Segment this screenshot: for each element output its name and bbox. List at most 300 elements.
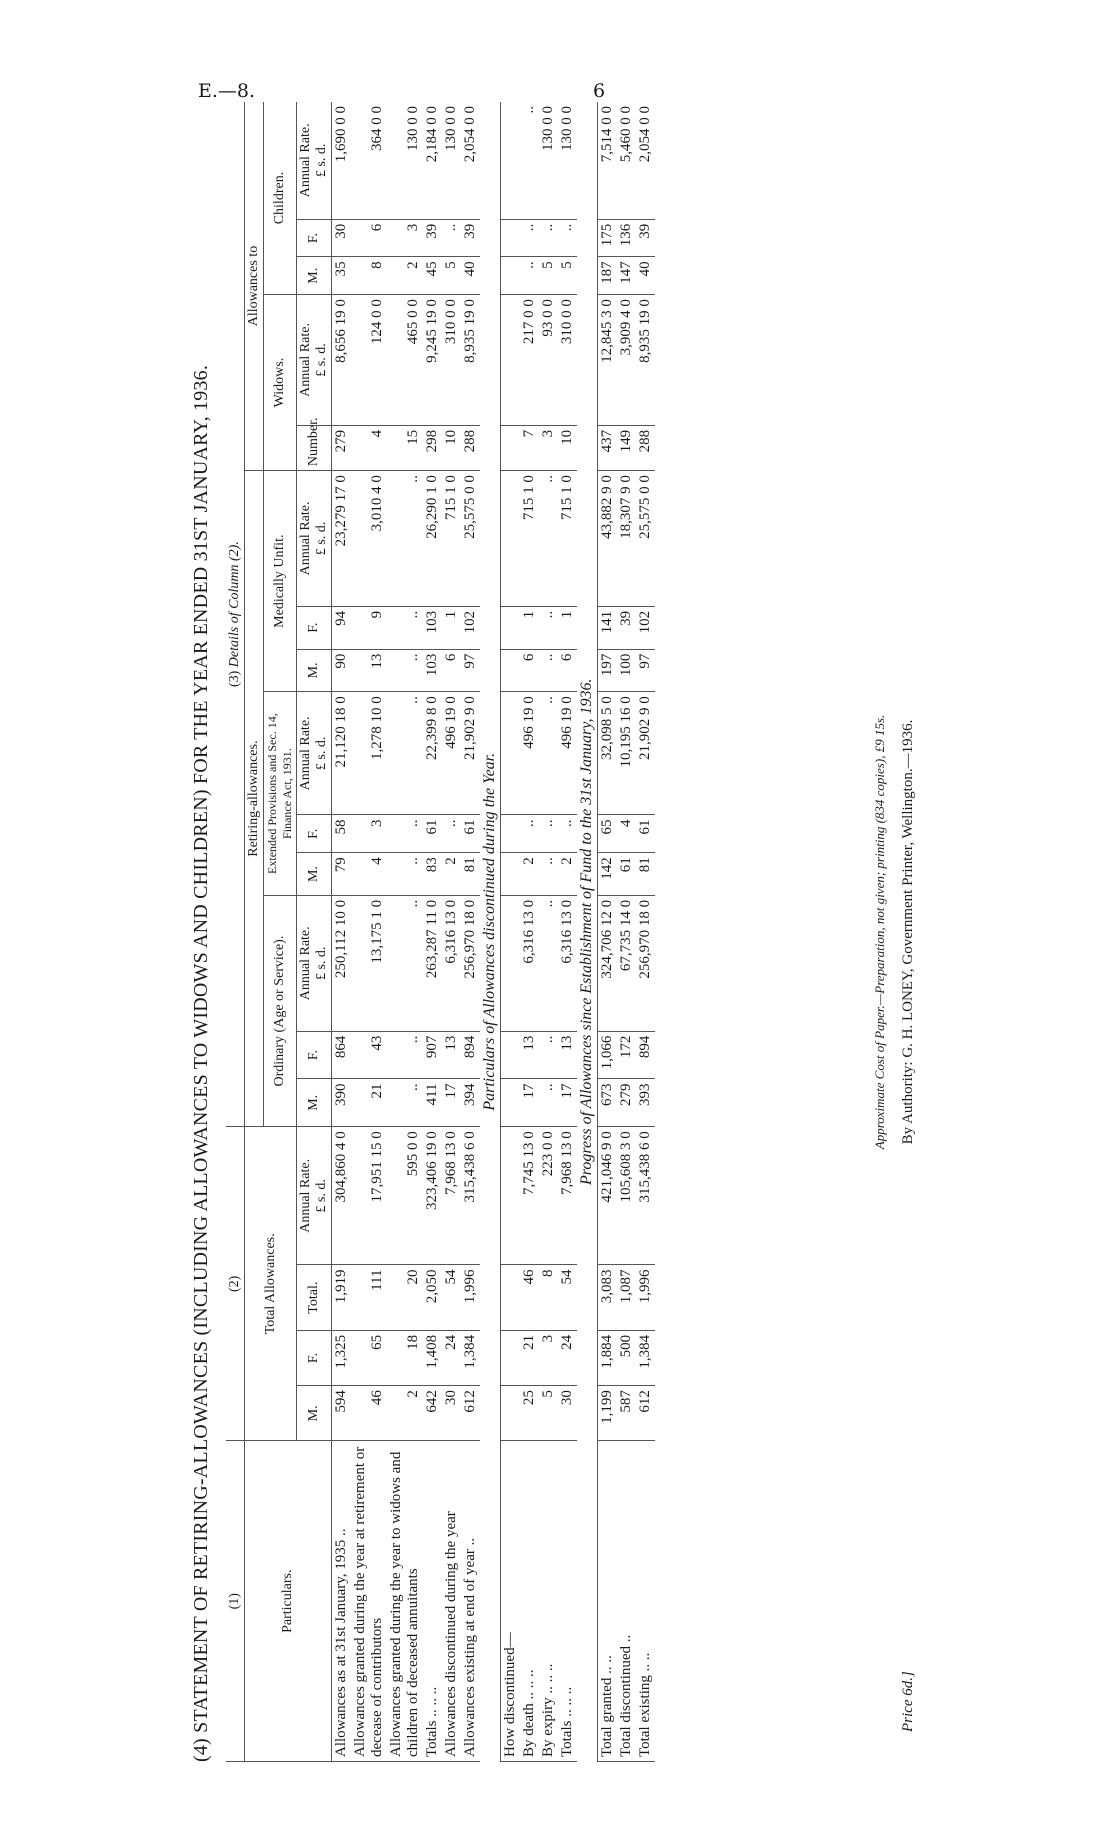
table-cell: 23,279 17 0 (332, 471, 352, 607)
table-cell: 149 (617, 425, 636, 470)
table-cell: 15 (387, 425, 423, 470)
table-cell: 324,706 12 0 (598, 895, 618, 1031)
table-cell: 9,245 19 0 (423, 295, 442, 426)
table-cell: 715 1 0 (520, 471, 539, 607)
table-cell: 187 (598, 257, 618, 295)
table-cell: 7,968 13 0 (558, 1127, 577, 1265)
row-particulars: Total granted .. .. (598, 1441, 618, 1762)
table-cell: 256,970 18 0 (636, 895, 655, 1031)
table-row (558, 102, 577, 1762)
table-cell: 102 (636, 606, 655, 649)
particulars-head: Particulars. (245, 1441, 332, 1762)
table-cell: 13 (442, 1031, 461, 1079)
table-cell: 6,316 13 0 (558, 895, 577, 1031)
table-cell (501, 649, 521, 692)
table-row (423, 102, 442, 1762)
table-cell: 612 (636, 1386, 655, 1441)
f-head: F. (297, 1330, 332, 1385)
table-cell: 20 (387, 1265, 423, 1330)
table-cell: .. (539, 895, 558, 1031)
table-cell: .. (387, 649, 423, 692)
table-cell: 594 (332, 1386, 352, 1441)
table-cell: 175 (598, 219, 618, 257)
table-cell: 3 (387, 219, 423, 257)
table-cell: 5 (442, 257, 461, 295)
table-cell: 97 (461, 649, 480, 692)
table-cell: 197 (598, 649, 618, 692)
table-cell: .. (539, 1031, 558, 1079)
table-cell: 1,384 (461, 1330, 480, 1385)
table-cell: 288 (461, 425, 480, 470)
table-cell: 130 0 0 (387, 102, 423, 219)
table-cell: 421,046 9 0 (598, 1127, 618, 1265)
table-cell: 1,087 (617, 1265, 636, 1330)
table-cell: 3,010 4 0 (351, 471, 387, 607)
table-cell: 595 0 0 (387, 1127, 423, 1265)
table-cell: 81 (461, 853, 480, 896)
annual-rate-head: Annual Rate. £ s. d. (297, 295, 332, 426)
table-row (539, 102, 558, 1762)
table-cell: 130 0 0 (442, 102, 461, 219)
row-particulars: Allowances granted during the year at retirement or decease of contributors (351, 1441, 387, 1762)
table-cell: 1 (558, 606, 577, 649)
table-cell: .. (539, 1079, 558, 1127)
table-cell: 10 (442, 425, 461, 470)
table-cell: 40 (461, 257, 480, 295)
table-cell: 10 (558, 425, 577, 470)
authority-note: By Authority: G. H. LONEY, Government Printer, Wellington.—1936. (900, 719, 916, 1145)
table-cell: 35 (332, 257, 352, 295)
table-cell: 2,050 (423, 1265, 442, 1330)
table-cell: .. (539, 471, 558, 607)
table-cell: .. (387, 471, 423, 607)
table-cell: 715 1 0 (442, 471, 461, 607)
table-cell (501, 471, 521, 607)
annual-rate-head: Annual Rate. £ s. d. (297, 1127, 332, 1265)
table-cell: 43,882 9 0 (598, 471, 618, 607)
table-cell: 7 (520, 425, 539, 470)
table-cell: 6 (520, 649, 539, 692)
annual-rate-head: Annual Rate. £ s. d. (297, 102, 332, 219)
table-cell: .. (520, 102, 539, 219)
m-head: M. (297, 257, 332, 295)
table-cell: 40 (636, 257, 655, 295)
extended-head: Extended Provisions and Sec. 14, Finance Act, 1931. (264, 692, 297, 896)
table-cell: 30 (558, 1386, 577, 1441)
table-cell: 102 (461, 606, 480, 649)
table-cell: 642 (423, 1386, 442, 1441)
table-cell: 2 (520, 853, 539, 896)
table-cell: .. (558, 219, 577, 257)
cost-note: Approximate Cost of Paper.—Preparation, not given; printing (834 copies), £9 15s. (872, 714, 887, 1150)
section-discontinued-title: Particulars of Allowances discontinued during the Year. (481, 752, 498, 1111)
table-cell: 17,951 15 0 (351, 1127, 387, 1265)
table-cell (501, 295, 521, 426)
table-cell: 103 (423, 649, 442, 692)
table-cell: 288 (636, 425, 655, 470)
row-particulars: Allowances granted during the year to widows and children of deceased annuitants (387, 1441, 423, 1762)
table-cell: 6,316 13 0 (520, 895, 539, 1031)
table-cell: 54 (442, 1265, 461, 1330)
table-cell: 13 (520, 1031, 539, 1079)
table-cell: .. (539, 649, 558, 692)
page-ref: E.—8. (198, 80, 256, 102)
table-cell: 3,909 4 0 (617, 295, 636, 426)
table-cell (501, 1386, 521, 1441)
table-cell: .. (520, 257, 539, 295)
f-head: F. (297, 219, 332, 257)
table-cell: 3 (351, 815, 387, 853)
table-cell: 142 (598, 853, 618, 896)
table-cell: 46 (351, 1386, 387, 1441)
table-cell: 30 (332, 219, 352, 257)
table-cell: 250,112 10 0 (332, 895, 352, 1031)
table-cell: 4 (351, 425, 387, 470)
table-cell: 7,514 0 0 (598, 102, 618, 219)
table-cell: 103 (423, 606, 442, 649)
widows-head: Widows. (264, 295, 297, 471)
table-cell: 61 (423, 815, 442, 853)
table-cell: 7,745 13 0 (520, 1127, 539, 1265)
table-cell: 13 (351, 649, 387, 692)
table-cell: 10,195 16 0 (617, 692, 636, 815)
table-cell: .. (539, 692, 558, 815)
table-cell: 500 (617, 1330, 636, 1385)
table-cell: 67,735 14 0 (617, 895, 636, 1031)
table-cell: 298 (423, 425, 442, 470)
table-cell: 263,287 11 0 (423, 895, 442, 1031)
table-row (461, 102, 480, 1762)
statement-title: (4) STATEMENT OF RETIRING-ALLOWANCES (INCLUDING ALLOWANCES TO WIDOWS AND CHILDREN) FOR THE YEAR ENDED 31ST JANUARY, 1936. (190, 364, 212, 1762)
table-cell: 1,919 (332, 1265, 352, 1330)
table-cell: 2 (387, 1386, 423, 1441)
table-cell: 894 (636, 1031, 655, 1079)
row-particulars: Totals .. .. .. (558, 1441, 577, 1762)
table-cell: 65 (351, 1330, 387, 1385)
table-cell: 6,316 13 0 (442, 895, 461, 1031)
annual-rate-head: Annual Rate. £ s. d. (297, 471, 332, 607)
table-cell: 390 (332, 1079, 352, 1127)
table-cell: 13,175 1 0 (351, 895, 387, 1031)
table-cell: 8,935 19 0 (636, 295, 655, 426)
table-cell: 61 (636, 815, 655, 853)
table-cell: 304,860 4 0 (332, 1127, 352, 1265)
table-cell: 411 (423, 1079, 442, 1127)
table-cell: 6 (351, 219, 387, 257)
table-cell: 315,438 6 0 (461, 1127, 480, 1265)
table-cell: 364 0 0 (351, 102, 387, 219)
table-cell: .. (387, 606, 423, 649)
row-particulars: How discontinued— (501, 1441, 521, 1762)
table-cell: 136 (617, 219, 636, 257)
table-row (351, 102, 387, 1762)
rotated-page (188, 102, 948, 1762)
table-cell: 8 (539, 1265, 558, 1330)
table-cell: .. (442, 815, 461, 853)
total-head: Total. (297, 1265, 332, 1330)
row-particulars: By death .. .. .. (520, 1441, 539, 1762)
table-row (617, 102, 636, 1762)
table-cell: 54 (558, 1265, 577, 1330)
table-cell: .. (387, 815, 423, 853)
table-cell: 715 1 0 (558, 471, 577, 607)
number-head: Number. (297, 425, 332, 470)
table-cell (501, 1330, 521, 1385)
table-cell: 93 0 0 (539, 295, 558, 426)
table-cell: .. (539, 815, 558, 853)
annual-rate-head: Annual Rate. £ s. d. (297, 692, 332, 815)
table-cell: 21,120 18 0 (332, 692, 352, 815)
retiring-head: Retiring-allowances. (245, 471, 264, 1127)
table-cell: 45 (423, 257, 442, 295)
table-cell: 393 (636, 1079, 655, 1127)
table-cell: 12,845 3 0 (598, 295, 618, 426)
table-cell: 39 (617, 606, 636, 649)
table-cell: 5 (558, 257, 577, 295)
table-cell: 111 (351, 1265, 387, 1330)
table-cell: 1 (442, 606, 461, 649)
table-cell: 39 (461, 219, 480, 257)
row-particulars: Total discontinued .. (617, 1441, 636, 1762)
table-cell: 907 (423, 1031, 442, 1079)
table-cell: 496 19 0 (520, 692, 539, 815)
row-particulars: Totals .. .. .. (423, 1441, 442, 1762)
table-cell: 147 (617, 257, 636, 295)
table-cell: .. (387, 1079, 423, 1127)
table-cell: 25,575 0 0 (636, 471, 655, 607)
table-row (332, 102, 352, 1762)
table-cell: 394 (461, 1079, 480, 1127)
table-cell: 94 (332, 606, 352, 649)
medically-head: Medically Unfit. (264, 471, 297, 692)
table-row (442, 102, 461, 1762)
table-cell: 124 0 0 (351, 295, 387, 426)
table-cell (501, 1127, 521, 1265)
table-cell: 24 (558, 1330, 577, 1385)
table-cell: 6 (442, 649, 461, 692)
table-cell: 22,399 8 0 (423, 692, 442, 815)
table-cell (501, 1265, 521, 1330)
table-cell: 8,935 19 0 (461, 295, 480, 426)
table-cell (501, 853, 521, 896)
statement-table (226, 102, 655, 1762)
row-particulars: By expiry .. .. .. (539, 1441, 558, 1762)
table-cell: 58 (332, 815, 352, 853)
page-number: 6 (593, 80, 606, 102)
table-cell (501, 102, 521, 219)
table-cell: 141 (598, 606, 618, 649)
table-cell: 8,656 19 0 (332, 295, 352, 426)
table-cell: 2,054 0 0 (461, 102, 480, 219)
table-cell: 90 (332, 649, 352, 692)
table-cell (501, 606, 521, 649)
table-cell: 5 (539, 1386, 558, 1441)
table-cell: 673 (598, 1079, 618, 1127)
f-head: F. (297, 815, 332, 853)
table-cell: 3,083 (598, 1265, 618, 1330)
children-head: Children. (264, 102, 297, 295)
table-cell: 130 0 0 (558, 102, 577, 219)
table-cell: 21 (520, 1330, 539, 1385)
table-cell: .. (520, 815, 539, 853)
table-cell: 223 0 0 (539, 1127, 558, 1265)
table-cell: 3 (539, 425, 558, 470)
table-cell: 1,278 10 0 (351, 692, 387, 815)
table-row (501, 102, 521, 1762)
m-head: M. (297, 649, 332, 692)
table-cell: 1,384 (636, 1330, 655, 1385)
table-cell: 17 (442, 1079, 461, 1127)
table-cell: 21,902 9 0 (461, 692, 480, 815)
table-cell: 13 (558, 1031, 577, 1079)
table-cell: 612 (461, 1386, 480, 1441)
f-head: F. (297, 606, 332, 649)
table-cell: 2 (387, 257, 423, 295)
table-cell: 17 (520, 1079, 539, 1127)
row-particulars: Allowances discontinued during the year (442, 1441, 461, 1762)
table-cell: .. (442, 219, 461, 257)
table-cell: 21 (351, 1079, 387, 1127)
table-cell: 79 (332, 853, 352, 896)
table-cell: 894 (461, 1031, 480, 1079)
table-cell: 2,184 0 0 (423, 102, 442, 219)
table-cell (501, 257, 521, 295)
table-row (520, 102, 539, 1762)
table-cell: 315,438 6 0 (636, 1127, 655, 1265)
table-cell: 7,968 13 0 (442, 1127, 461, 1265)
table-cell: 9 (351, 606, 387, 649)
table-row (636, 102, 655, 1762)
table-cell: 217 0 0 (520, 295, 539, 426)
table-row (387, 102, 423, 1762)
table-cell: 496 19 0 (558, 692, 577, 815)
table-cell: 1,408 (423, 1330, 442, 1385)
f-head: F. (297, 1031, 332, 1079)
table-cell (501, 692, 521, 815)
table-cell: 25 (520, 1386, 539, 1441)
table-cell: .. (387, 692, 423, 815)
table-cell: .. (539, 606, 558, 649)
table-cell: 130 0 0 (539, 102, 558, 219)
col-1-head: (1) (226, 1441, 245, 1762)
table-cell: 39 (636, 219, 655, 257)
table-cell: 18 (387, 1330, 423, 1385)
table-cell: .. (539, 219, 558, 257)
table-cell (501, 1031, 521, 1079)
col-3-head: (3) Details of Column (2). (226, 102, 245, 1127)
table-cell: 21,902 9 0 (636, 692, 655, 815)
table-cell: .. (539, 853, 558, 896)
m-head: M. (297, 1079, 332, 1127)
table-cell: 1,690 0 0 (332, 102, 352, 219)
table-cell: 2,054 0 0 (636, 102, 655, 219)
table-cell: 2 (442, 853, 461, 896)
section-progress-title: Progress of Allowances since Establishment of Fund to the 31st January, 1936. (578, 678, 595, 1185)
price-note: Price 6d.] (900, 1671, 916, 1732)
table-cell: 310 0 0 (442, 295, 461, 426)
table-cell (501, 1079, 521, 1127)
table-cell: 2 (558, 853, 577, 896)
table-cell: 587 (617, 1386, 636, 1441)
m-head: M. (297, 1386, 332, 1441)
table-cell: 65 (598, 815, 618, 853)
table-cell: 1 (520, 606, 539, 649)
table-cell: .. (520, 219, 539, 257)
table-cell: 100 (617, 649, 636, 692)
table-cell: 30 (442, 1386, 461, 1441)
table-cell: 310 0 0 (558, 295, 577, 426)
table-cell: 1,066 (598, 1031, 618, 1079)
table-cell: 24 (442, 1330, 461, 1385)
table-cell: 18,307 9 0 (617, 471, 636, 607)
table-cell (501, 815, 521, 853)
table-row (598, 102, 618, 1762)
table-cell (501, 425, 521, 470)
table-cell: 6 (558, 649, 577, 692)
table-cell (501, 219, 521, 257)
table-cell: 4 (351, 853, 387, 896)
table-cell: 5,460 0 0 (617, 102, 636, 219)
row-particulars: Allowances as at 31st January, 1935 .. (332, 1441, 352, 1762)
table-cell: 172 (617, 1031, 636, 1079)
table-cell: 1,996 (636, 1265, 655, 1330)
table-cell (501, 895, 521, 1031)
table-cell: 8 (351, 257, 387, 295)
total-allowances-head: Total Allowances. (245, 1127, 297, 1441)
table-cell: 1,325 (332, 1330, 352, 1385)
col-2-head: (2) (226, 1127, 245, 1441)
table-cell: 864 (332, 1031, 352, 1079)
table-cell: 17 (558, 1079, 577, 1127)
m-head: M. (297, 853, 332, 896)
table-cell: 323,406 19 0 (423, 1127, 442, 1265)
table-cell: 61 (461, 815, 480, 853)
table-cell: 496 19 0 (442, 692, 461, 815)
table-cell: 26,290 1 0 (423, 471, 442, 607)
table-cell: 256,970 18 0 (461, 895, 480, 1031)
table-cell: 46 (520, 1265, 539, 1330)
table-cell: 97 (636, 649, 655, 692)
table-cell: 437 (598, 425, 618, 470)
table-cell: 3 (539, 1330, 558, 1385)
annual-rate-head: Annual Rate. £ s. d. (297, 895, 332, 1031)
table-cell: .. (387, 853, 423, 896)
table-cell: 1,996 (461, 1265, 480, 1330)
row-particulars: Allowances existing at end of year .. (461, 1441, 480, 1762)
table-cell: 32,098 5 0 (598, 692, 618, 815)
table-cell: 4 (617, 815, 636, 853)
table-cell: 5 (539, 257, 558, 295)
table-cell: 83 (423, 853, 442, 896)
allowances-to-head: Allowances to (245, 102, 264, 471)
table-cell: 279 (332, 425, 352, 470)
row-particulars: Total existing .. .. (636, 1441, 655, 1762)
ordinary-head: Ordinary (Age or Service). (264, 895, 297, 1126)
table-cell: 1,199 (598, 1386, 618, 1441)
table-cell: 81 (636, 853, 655, 896)
table-cell: 279 (617, 1079, 636, 1127)
table-cell: 1,884 (598, 1330, 618, 1385)
table-cell: 61 (617, 853, 636, 896)
table-cell: 39 (423, 219, 442, 257)
table-cell: 25,575 0 0 (461, 471, 480, 607)
table-cell: .. (387, 1031, 423, 1079)
table-cell: .. (558, 815, 577, 853)
table-cell: 465 0 0 (387, 295, 423, 426)
table-cell: 105,608 3 0 (617, 1127, 636, 1265)
table-cell: 43 (351, 1031, 387, 1079)
table-cell: .. (387, 895, 423, 1031)
